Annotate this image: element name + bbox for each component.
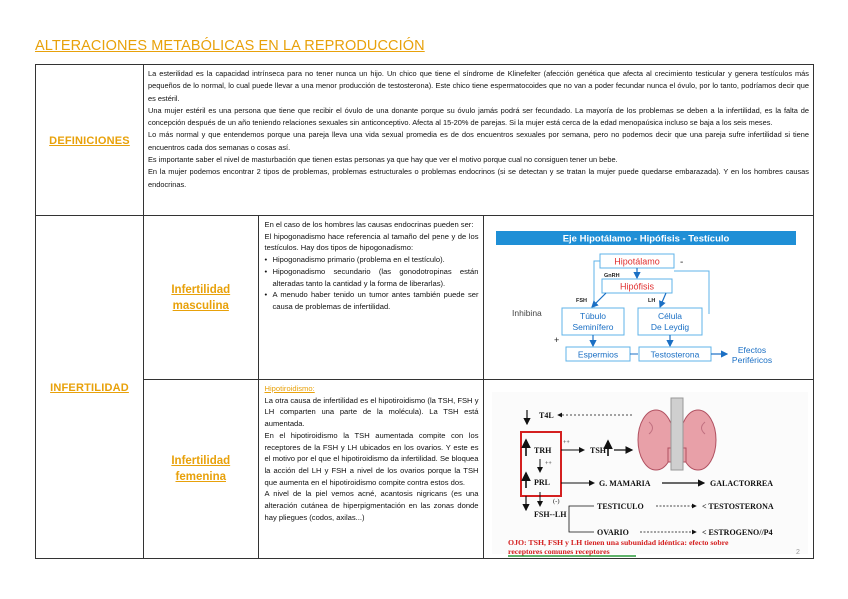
trh-label: TRH — [533, 446, 551, 455]
femenina-diagram-cell — [483, 380, 813, 559]
hipotiroidismo-link[interactable]: Hipotiroidismo: — [264, 384, 315, 393]
infertilidad-label-cell — [36, 216, 144, 559]
hipofisis-label: Hipófisis — [619, 281, 654, 292]
hipotalamo-label: Hipotálamo — [613, 256, 660, 267]
femenina-label — [171, 453, 230, 485]
efectos-label-1: Efectos — [737, 345, 766, 355]
femenina-label-line2: femenina — [175, 471, 226, 483]
tubulo-label-1: Túbulo — [579, 311, 606, 321]
masculina-bullets — [265, 254, 479, 313]
masculina-text — [258, 216, 483, 380]
galactorrea-label: GALACTORREA — [709, 479, 773, 488]
inhibina-feedback-line — [594, 261, 600, 314]
def-paragraph: La esterilidad es la capacidad intrínseca para no tener nunca un hijo. Un chico que tiene el síndrome de Klinefelter (afección genética que afecta al crecimiento testicular y genera testículos más pequeños de lo normal, lo cual puede llevar a una menor producción de testosterona). Este chico tiene espermatocoides que no van a poder fecundar nunca el óvulo, por lo tanto, podríamos decir que es estéril. — [148, 69, 809, 103]
masculina-diagram-cell — [483, 216, 813, 380]
low-estrogeno-label: < ESTROGENO//P4 — [701, 528, 773, 537]
fsh-lh-label: FSH--LH — [533, 510, 566, 519]
def-paragraph: Una mujer estéril es una persona que tiene que recibir el óvulo de una donante porque su óvulo jamás podrá ser fecundado. La mayoría de los problemas se deben a la infertilidad, es la falta de concepción después de un año teniendo relaciones sexuales sin anticonceptivo. Afecta al 15-20% de parejas. Si la mujer está cerca de la edad menopaúsica incluso se baja a los seis meses. — [148, 105, 809, 128]
masculina-label-line1: Infertilidad — [171, 283, 231, 296]
femenina-p3: A nivel de la piel vemos acné, acantosis nigricans (es una alteración cutánea de hiperpigmentación en las zonas donde hay pliegues (codos, axilas...) — [264, 489, 479, 522]
page-title: ALTERACIONES METABÓLICAS EN LA REPRODUCCIÓN — [35, 38, 425, 54]
plusplus-1: ++ — [544, 461, 552, 467]
t4l-label: T4L — [538, 411, 554, 420]
definiciones-label: DEFINICIONES — [49, 135, 130, 147]
masculina-bullet: • Hipogonadismo primario (problema en el testículo). — [265, 254, 479, 266]
g-mamaria-label: G. MAMARIA — [598, 479, 651, 488]
celula-label-1: Célula — [657, 311, 682, 321]
tubulo-label-2: Seminífero — [571, 322, 614, 332]
infertilidad-content — [144, 216, 814, 559]
masculina-label-line2: masculina — [172, 299, 229, 312]
low-testosterona-label: < TESTOSTERONA — [701, 502, 774, 511]
content-table — [35, 64, 814, 559]
masculina-bullet: • A menudo haber tenido un tumor antes también puede ser causa de problemas de infertilidad. — [265, 289, 479, 312]
def-paragraph: En la mujer podemos encontrar 2 tipos de problemas, problemas estructurales o problemas endocrinos (si se detectan y se tratan la mujer puede quedarse embarazada). Y en los hombres causas endocrinas. — [148, 167, 809, 189]
def-paragraph: Lo más normal y que entendemos porque una pareja lleva una vida sexual promedia es de dos encuentros sexuales por semana, pero no podemos decir que una pareja sufre infertilidad si tiene encuentros cada dos semanas o cosas así. — [148, 130, 809, 152]
efectos-label-2: Periféricos — [731, 355, 772, 365]
inhibina-label: Inhibina — [511, 308, 542, 318]
femenina-text — [258, 380, 483, 559]
masculina-bullet: • Hipogonadismo secundario (las gonodotropinas están alteradas tanto la cantidad y la forma de liberarlas). — [265, 266, 479, 289]
note-line-1: OJO: TSH, FSH y LH tienen una subunidad idéntica: efecto sobre — [507, 538, 728, 547]
plus-sign: + — [553, 335, 559, 345]
fsh-label: FSH — [575, 298, 587, 304]
masculina-p1: En el caso de los hombres las causas endocrinas pueden ser: — [264, 220, 474, 229]
testosterona-label: Testosterona — [650, 349, 699, 360]
femenina-label-line1: Infertilidad — [171, 455, 231, 467]
femenina-p2: En el hipotiroidismo la TSH aumentada compite con los receptores de la FSH y LH ubicados en los ovarios. Y este es el motivo por el que el hipotiroidismo da infertilidad. Se bloquea la acción del LH y FSH a nivel de los ovarios porque la TSH que aumenta en el hipotiroidismo compite contra estos dos. — [264, 430, 479, 487]
thyroid-axis-diagram — [484, 380, 814, 558]
femenina-p1: La otra causa de infertilidad es el hipotiroidismo (la TSH, FSH y LH comparten una parte de la molécula). La TSH está aumentada. — [264, 395, 479, 429]
minus-one-label: (-) — [552, 498, 559, 505]
masculina-label — [171, 282, 230, 314]
tsh-label: TSH — [589, 446, 606, 455]
ovario-label: OVARIO — [596, 528, 629, 537]
prl-label: PRL — [533, 478, 550, 487]
plusplus-2: ++ — [562, 440, 570, 446]
masculina-p2: El hipogonadismo hace referencia al tamaño del pene y de los testículos. Hay dos tipos de hipogonadismo: — [264, 231, 479, 253]
minus-1: - — [679, 257, 683, 268]
femenina-label-cell — [144, 380, 258, 559]
masculina-label-cell — [144, 216, 258, 380]
testiculo-label: TESTICULO — [596, 502, 644, 511]
diagram-header: Eje Hipotálamo - Hipófisis - Testículo — [562, 233, 729, 245]
definiciones-label-cell — [36, 65, 144, 216]
infertilidad-inner-table — [144, 216, 813, 558]
infertilidad-label: INFERTILIDAD — [50, 382, 129, 394]
espermios-label: Espermios — [577, 349, 618, 360]
hpt-axis-diagram — [484, 216, 814, 379]
arrow-lh — [660, 293, 666, 307]
definiciones-text — [144, 65, 814, 216]
slide-page-number: 2 — [795, 549, 800, 556]
gnrh-label: GnRH — [603, 273, 620, 279]
celula-label-2: De Leydig — [650, 322, 689, 332]
lh-label: LH — [647, 298, 655, 304]
note-line-2: receptores comunes receptores — [507, 547, 610, 556]
def-paragraph: Es importante saber el nivel de masturbación que tienen estas personas ya que hay que ver el motivo porque cual no consiguen tener un bebe. — [148, 155, 618, 165]
